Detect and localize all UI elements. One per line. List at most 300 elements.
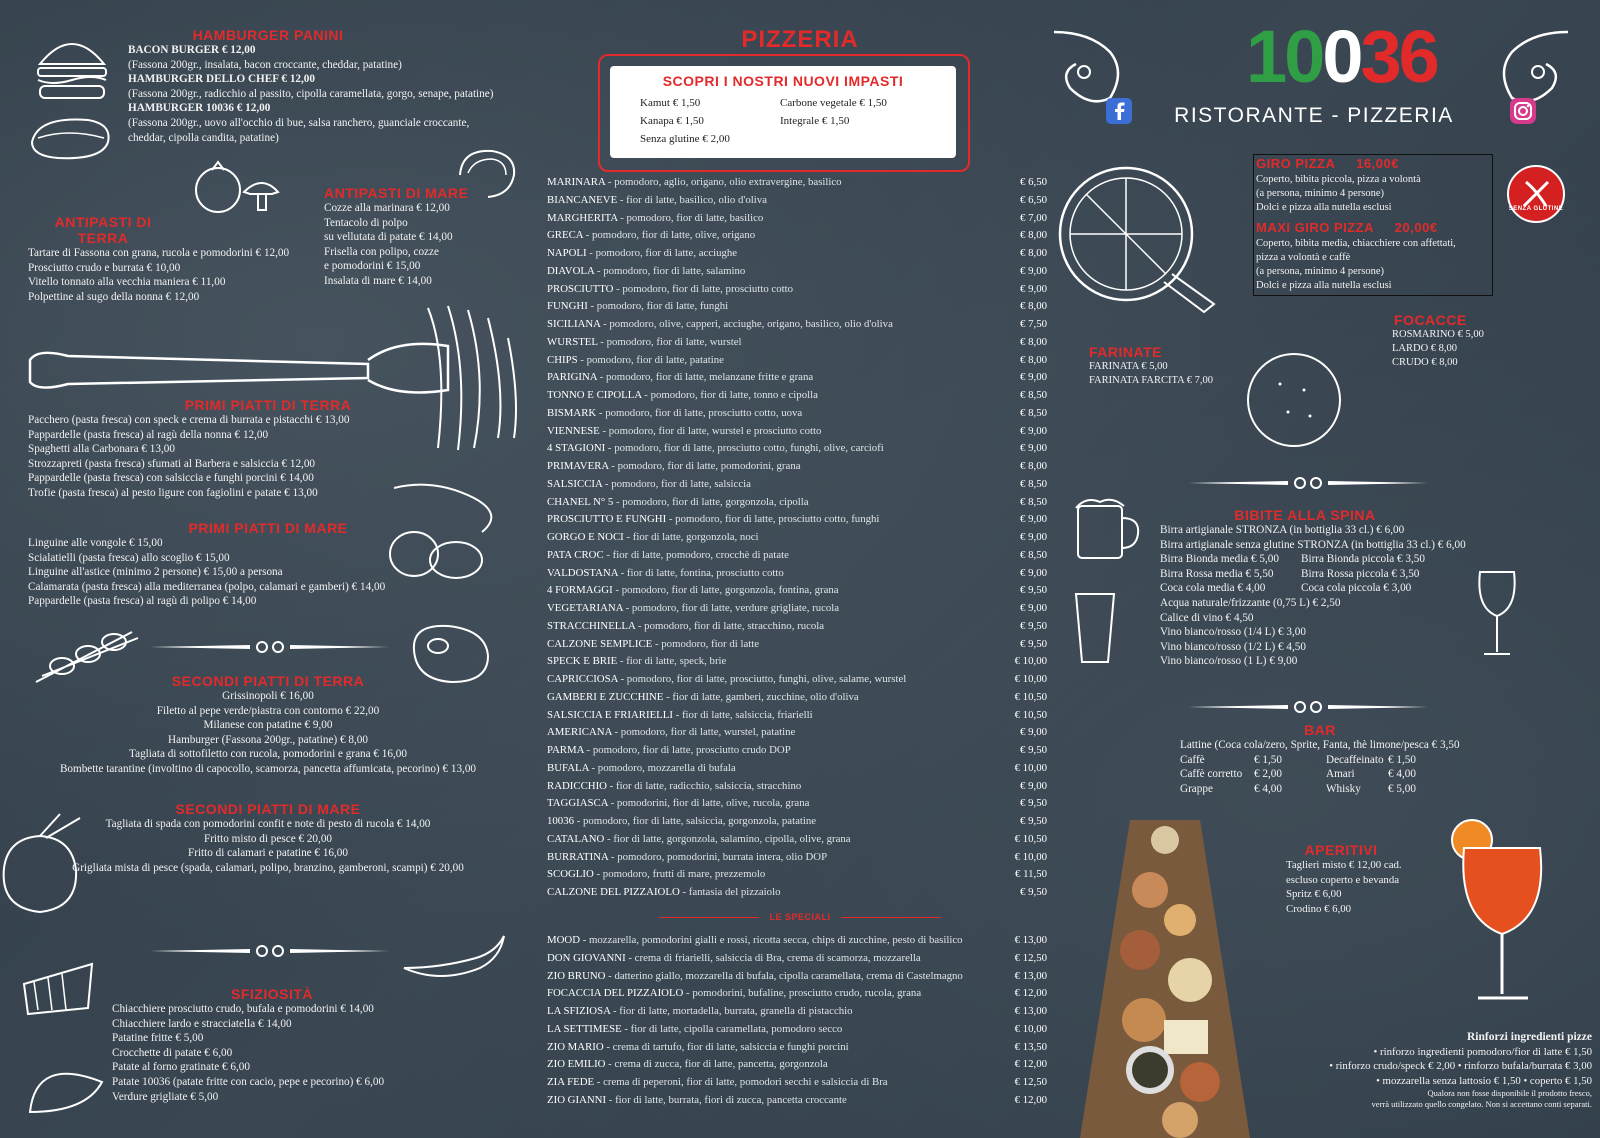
menu-item: Pappardelle (pasta fresca) con salsiccia e funghi porcini € 14,00 — [28, 472, 314, 485]
pizza-ingredients: - pomodoro, fior di latte, acciughe — [586, 247, 738, 259]
rinforzi-note: verrà utilizzato quello congelato. Non si accettano conti separati. — [1371, 1099, 1592, 1110]
pizza-price: € 9,00 — [1020, 602, 1047, 614]
logo-digit: 0 — [1322, 15, 1361, 98]
impasto-integrale: Integrale € 1,50 — [780, 115, 850, 127]
menu-item: Strozzapreti (pasta fresca) sfumati al Barbera e salsiccia € 12,00 — [28, 457, 316, 470]
pizza-label — [547, 742, 791, 760]
logo-digit: 1 — [1246, 15, 1285, 98]
pizza-row — [547, 476, 1047, 494]
pizza-row — [547, 1021, 1047, 1039]
pizza-name: VIENNESE — [547, 424, 600, 437]
menu-item: Trofie (pasta fresca) al pesto ligure con fagiolini e patate € 13,00 — [28, 486, 318, 499]
pizza-price: € 10,50 — [1014, 690, 1047, 703]
pizza-price: € 8,00 — [1020, 247, 1047, 259]
pizza-price: € 6,50 — [1020, 193, 1047, 206]
facebook-icon[interactable] — [1106, 98, 1132, 124]
pizza-row — [547, 192, 1047, 210]
pizza-name: MARGHERITA — [547, 211, 618, 224]
gluten-free-badge — [1504, 164, 1568, 230]
bar-cell: € 1,50 — [1388, 753, 1416, 766]
pizza-price: € 9,00 — [1020, 726, 1047, 739]
bar-cell: € 2,00 — [1254, 768, 1282, 781]
drink-row — [1160, 523, 1600, 538]
pizza-price: € 9,00 — [1020, 424, 1047, 437]
pizza-ingredients: - pomodoro, fior di latte, prosciutto cotto, funghi, olive, carciofi — [605, 442, 884, 455]
pizza-name: LA SETTIMESE — [547, 1022, 622, 1035]
pizza-label — [547, 1092, 847, 1110]
pizza-label — [547, 1003, 853, 1021]
pizza-row — [547, 1092, 1047, 1110]
pizza-label — [547, 174, 842, 192]
pizza-row — [547, 369, 1047, 387]
pizza-name: WURSTEL — [547, 335, 598, 348]
pizza-ingredients: - pomodoro, fior di latte, funghi — [587, 300, 729, 313]
pizza-name: PARIGINA — [547, 371, 597, 384]
pizza-ingredients: - pomodoro, fior di latte, salsiccia — [602, 477, 751, 490]
menu-item: Fritto misto di pesce € 20,00 — [203, 832, 333, 845]
pizza-name: NAPOLI — [547, 247, 587, 259]
pizza-price: € 12,00 — [1014, 1093, 1047, 1106]
pizza-label — [547, 813, 816, 831]
section-title: SECONDI PIATTI DI TERRA — [171, 673, 365, 689]
menu-item: Pappardelle (pasta fresca) al ragù di polipo € 14,00 — [28, 595, 257, 608]
drink-row — [1160, 654, 1600, 669]
impasto-carbone: Carbone vegetale € 1,50 — [780, 97, 887, 109]
drink-item: Vino bianco/rosso (1/4 L) € 3,00 — [1160, 626, 1306, 639]
pizza-row — [547, 334, 1047, 352]
drink-item: Birra artigianale senza glutine STRONZA (in bottiglia 33 cl.) € 6,00 — [1160, 538, 1466, 551]
pizza-name: GRECA — [547, 229, 583, 242]
pizza-price: € 8,50 — [1020, 406, 1047, 419]
pizza-price: € 9,50 — [1020, 797, 1047, 810]
pizza-row — [547, 263, 1047, 281]
pizza-label — [547, 985, 921, 1003]
pizza-name: SALSICCIA E FRIARIELLI — [547, 708, 673, 721]
pizza-label — [547, 210, 763, 228]
pizza-ingredients: - pomodoro, fior di latte, prosciutto cotto, funghi — [666, 513, 880, 526]
menu-item: Crocchette di patate € 6,00 — [112, 1046, 233, 1059]
pizza-ingredients: - pomodoro, fior di latte, wurstel — [597, 335, 742, 348]
pizza-ingredients: - fior di latte, pomodoro, crocchè di patate — [603, 548, 789, 561]
calzone-icon — [26, 1052, 106, 1122]
pizza-ingredients: - pomodoro, fior di latte, gorgonzola, fontina, grana — [612, 584, 839, 597]
fries-icon — [18, 954, 98, 1018]
bar-row — [1180, 753, 1560, 768]
menu-item: Tagliata di sottofiletto con rucola, pomodorini e grana € 16,00 — [129, 748, 407, 761]
pizza-label — [547, 458, 801, 476]
pizza-price: € 8,50 — [1020, 389, 1047, 401]
pizza-label — [547, 476, 751, 494]
pizza-price: € 10,00 — [1014, 850, 1047, 863]
pizza-price: € 9,00 — [1020, 371, 1047, 384]
section-antipasti-mare — [324, 185, 524, 289]
pizza-price: € 13,00 — [1014, 934, 1047, 946]
ornament-divider — [1188, 700, 1428, 712]
drink-item: Acqua naturale/frizzante (0,75 L) € 2,50 — [1160, 596, 1341, 609]
pizza-price: € 7,00 — [1020, 211, 1047, 224]
impasti-frame — [598, 54, 970, 172]
menu-item: Bombette tarantine (involtino di capocollo, scamorza, pancetta affumicata, pecorino) € 13,00 — [59, 762, 477, 775]
section-sfiziosita — [112, 986, 512, 1104]
section-farinate — [1089, 344, 1269, 388]
pizza-name: VALDOSTANA — [547, 566, 618, 579]
pizza-price: € 8,00 — [1020, 335, 1047, 348]
pizza-row — [547, 210, 1047, 228]
pizza-price: € 13,50 — [1014, 1040, 1047, 1053]
menu-item: Linguine all'astice (minimo 2 persone) € 15,00 a persona — [28, 566, 283, 579]
pizza-price: € 13,00 — [1014, 969, 1047, 982]
pizza-name: DIAVOLA — [547, 264, 595, 277]
section-secondi-mare — [28, 801, 508, 875]
pizza-row — [547, 985, 1047, 1003]
menu-item-name: HAMBURGER 10036 € 12,00 — [128, 102, 271, 115]
pizza-ingredients: - fior di latte, salsiccia, friarielli — [672, 708, 813, 721]
pizza-ingredients: - pomodoro, fior di latte, basilico — [617, 211, 764, 224]
ornament-divider — [150, 944, 390, 956]
pizza-price: € 12,00 — [1014, 1058, 1047, 1071]
pizza-price: € 9,00 — [1020, 566, 1047, 579]
pizza-label — [547, 440, 884, 458]
section-title: FOCACCE — [1394, 312, 1467, 328]
pizza-name: BUFALA — [547, 761, 589, 774]
pizza-price: € 9,00 — [1020, 442, 1047, 455]
pizza-label — [547, 618, 824, 636]
tomato-icon — [192, 158, 282, 216]
chili-icon — [400, 928, 510, 984]
pizza-label — [547, 849, 827, 867]
menu-item: Tartare di Fassona con grana, rucola e pomodorini € 12,00 — [28, 247, 290, 259]
pizza-ingredients: - crema di zucca, fior di latte, pancetta, gorgonzola — [605, 1058, 828, 1071]
section-title: FARINATE — [1089, 344, 1162, 360]
pizza-ingredients: - pomodoro, fior di latte, stracchino, rucola — [635, 619, 825, 632]
menu-item: Grissinopoli € 16,00 — [222, 690, 314, 702]
pizza-ingredients: - fantasia del pizzaiolo — [679, 886, 781, 898]
pizza-row — [547, 968, 1047, 986]
pizza-label — [547, 565, 784, 583]
pizza-name: CHIPS — [547, 353, 578, 366]
pizza-name: PATA CROC — [547, 548, 604, 561]
pizza-name: SCOGLIO — [547, 868, 594, 881]
ornament-divider — [1188, 476, 1428, 488]
pizza-row — [547, 387, 1047, 405]
pizza-row — [547, 689, 1047, 707]
impasti-box — [610, 66, 956, 158]
pizza-row — [547, 565, 1047, 583]
left-column — [0, 0, 540, 1138]
menu-item: Verdure grigliate € 5,00 — [112, 1090, 219, 1103]
drink-row — [1160, 625, 1600, 640]
logo-digit: 3 — [1360, 15, 1399, 98]
bar-row — [1180, 767, 1560, 782]
pizza-row — [547, 547, 1047, 565]
menu-item: Spaghetti alla Carbonara € 13,00 — [28, 443, 175, 456]
menu-item: Tentacolo di polpo — [324, 216, 408, 229]
pizza-name: SICILIANA — [547, 318, 601, 330]
section-bibite — [1160, 507, 1600, 669]
pizza-row — [547, 174, 1047, 192]
pizza-price: € 9,50 — [1020, 744, 1047, 756]
maxi-giro-title: MAXI GIRO PIZZA — [1256, 220, 1374, 235]
pizza-row — [547, 618, 1047, 636]
pizza-ingredients: - crema di tartufo, fior di latte, salsiccia e funghi porcini — [603, 1040, 849, 1053]
pizza-name: 10036 — [547, 815, 574, 827]
ornament-divider — [150, 640, 390, 652]
pizza-price: € 9,00 — [1020, 264, 1047, 277]
section-title: BAR — [1304, 722, 1336, 738]
impasto-kanapa: Kanapa € 1,50 — [640, 115, 704, 127]
pizza-ingredients: - pomodoro, fior di latte, gorgonzola, cipolla — [613, 495, 809, 508]
pizza-row — [547, 405, 1047, 423]
pizza-name: BIANCANEVE — [547, 193, 618, 206]
pizza-ingredients: - pomodoro, frutti di mare, prezzemolo — [593, 868, 766, 881]
pizza-row — [547, 1003, 1047, 1021]
section-title: ANTIPASTI DI MARE — [324, 185, 469, 201]
pizza-label — [547, 968, 963, 986]
bar-cell: € 4,00 — [1254, 782, 1282, 795]
bar-cell: Decaffeinato — [1326, 753, 1384, 766]
pizza-ingredients: - fior di latte, gorgonzola, noci — [623, 531, 759, 543]
giro-line: (a persona, minimo 4 persone) — [1256, 266, 1385, 277]
menu-item-name: BACON BURGER € 12,00 — [128, 44, 256, 56]
sandwich-icon — [28, 112, 114, 164]
section-hamburger — [128, 27, 528, 145]
pizza-label — [547, 529, 759, 547]
pizza-price: € 8,50 — [1020, 548, 1047, 561]
pizza-name: LA SFIZIOSA — [547, 1005, 611, 1017]
speciali-label: LE SPECIALI — [769, 912, 831, 923]
section-rinforzi — [1190, 1030, 1592, 1110]
rinforzi-title: Rinforzi ingredienti pizze — [1467, 1031, 1592, 1043]
pizza-row — [547, 950, 1047, 968]
drink-item: Calice di vino € 4,50 — [1160, 611, 1254, 624]
drink-item: Birra artigianale STRONZA (in bottiglia 33 cl.) € 6,00 — [1160, 524, 1405, 536]
pizza-row — [547, 884, 1047, 902]
section-title: ANTIPASTI DI TERRA — [54, 214, 152, 246]
pizza-label — [547, 600, 839, 618]
pizza-name: FOCACCIA DEL PIZZAIOLO — [547, 987, 684, 1000]
pizza-ingredients: - fior di latte, speck, brie — [617, 655, 727, 668]
pizza-price: € 9,50 — [1020, 637, 1047, 650]
pizza-price: € 9,50 — [1020, 619, 1047, 632]
drink-item: Coca cola media € 4,00 — [1160, 582, 1266, 595]
giro-line: Coperto, bibita media, chiacchiere con affettati, — [1256, 238, 1456, 249]
pizza-icon — [1054, 164, 1224, 314]
section-primi-mare — [28, 520, 488, 609]
pizza-row — [547, 866, 1047, 884]
menu-item: ROSMARINO € 5,00 — [1392, 329, 1484, 340]
impasto-kamut: Kamut € 1,50 — [640, 97, 701, 109]
bar-row — [1180, 782, 1560, 797]
pizza-row — [547, 760, 1047, 778]
pizza-row — [547, 582, 1047, 600]
spritz-icon — [1450, 818, 1560, 1008]
pizza-price: € 9,00 — [1020, 282, 1047, 295]
menu-item: e pomodorini € 15,00 — [324, 260, 421, 273]
section-title: PRIMI PIATTI DI TERRA — [184, 397, 352, 413]
pizza-name: RADICCHIO — [547, 779, 607, 792]
pizza-price: € 12,50 — [1014, 1076, 1047, 1088]
pizza-ingredients: - pomodoro, fior di latte, wurstel, patatine — [611, 726, 796, 739]
pizza-price: € 8,00 — [1020, 229, 1047, 242]
pizza-ingredients: - fior di latte, burrata, fiori di zucca, pancetta croccante — [606, 1093, 847, 1106]
menu-item: FARINATA FARCITA € 7,00 — [1089, 375, 1213, 386]
pizza-label — [547, 760, 736, 778]
pizza-name: SPECK E BRIE — [547, 655, 618, 668]
pizza-price: € 10,50 — [1014, 708, 1047, 721]
pizza-name: CALZONE SEMPLICE — [547, 637, 653, 650]
pizza-name: BISMARK — [547, 406, 597, 419]
pizza-price: € 9,50 — [1020, 886, 1047, 898]
rinforzi-note: Qualora non fosse disponibile il prodotto fresco, — [1427, 1088, 1592, 1099]
wine-glass-icon — [1474, 568, 1520, 658]
pizza-price: € 11,50 — [1015, 868, 1047, 881]
pizza-row — [547, 352, 1047, 370]
pizza-price: € 10,00 — [1014, 1022, 1047, 1035]
pizza-price: € 12,50 — [1014, 951, 1047, 964]
pizza-price: € 9,50 — [1020, 815, 1047, 827]
menu-item: Chiacchiere prosciutto crudo, bufala e pomodorini € 14,00 — [112, 1003, 374, 1015]
drink-row — [1160, 581, 1600, 596]
pizza-row — [547, 494, 1047, 512]
giro-title: GIRO PIZZA — [1256, 156, 1336, 171]
pizza-ingredients: - pomodoro, fior di latte — [652, 637, 760, 650]
drink-item: Birra Rossa media € 5,50 — [1160, 567, 1274, 580]
menu-item-name: HAMBURGER DELLO CHEF € 12,00 — [128, 73, 315, 86]
rinforzi-line: • mozzarella senza lattosio € 1,50 • coperto € 1,50 — [1376, 1074, 1592, 1087]
menu-item: Linguine alle vongole € 15,00 — [28, 537, 163, 549]
drink-row — [1160, 596, 1600, 611]
pizza-row — [547, 932, 1047, 950]
pizza-row — [547, 600, 1047, 618]
bar-cell: € 4,00 — [1388, 768, 1416, 781]
giro-price: 16,00€ — [1356, 156, 1399, 171]
menu-item: LARDO € 8,00 — [1392, 343, 1458, 354]
impasti-title: SCOPRI I NOSTRI NUOVI IMPASTI — [662, 73, 904, 89]
pizza-name: ZIO BRUNO — [547, 969, 606, 982]
pizza-row — [547, 831, 1047, 849]
menu-item: Insalata di mare € 14,00 — [324, 274, 432, 287]
rinforzi-line: • rinforzo crudo/speck € 2,00 • rinforzo bufala/burrata € 3,00 — [1329, 1060, 1592, 1073]
pizza-price: € 8,50 — [1020, 495, 1047, 508]
pizza-name: CAPRICCIOSA — [547, 673, 618, 685]
pizza-row — [547, 724, 1047, 742]
pizza-name: DON GIOVANNI — [547, 951, 626, 964]
menu-item: Milanese con patatine € 9,00 — [203, 719, 333, 732]
pizza-label — [547, 707, 813, 725]
drink-item: Birra Rossa piccola € 3,50 — [1301, 567, 1420, 580]
glass-icon — [1070, 590, 1120, 666]
pizza-ingredients: - pomodoro, fior di latte, patatine — [577, 353, 724, 366]
pizza-row — [547, 529, 1047, 547]
pizza-label — [547, 192, 767, 210]
pizza-name: PRIMAVERA — [547, 460, 609, 472]
drink-row — [1160, 611, 1600, 626]
pizza-label — [547, 950, 921, 968]
pizza-row — [547, 511, 1047, 529]
pizza-label — [547, 1056, 828, 1074]
pizza-ingredients: - pomodoro, aglio, origano, olio extravergine, basilico — [605, 176, 842, 188]
speciali-divider — [540, 908, 1060, 926]
pizza-label — [547, 245, 737, 263]
giro-line: Coperto, bibita piccola, pizza a volontà — [1256, 174, 1421, 185]
pizza-ingredients: - pomodoro, fior di latte, prosciutto crudo DOP — [583, 744, 791, 756]
pizza-ingredients: - pomodoro, fior di latte, pomodorini, grana — [608, 460, 801, 472]
pizza-label — [547, 281, 793, 299]
pizza-ingredients: - pomodoro, fior di latte, prosciutto, funghi, olive, salame, wurstel — [617, 673, 907, 685]
giro-line: Dolci e pizza alla nutella esclusi — [1256, 202, 1392, 213]
pizza-ingredients: - pomodoro, mozzarella di bufala — [588, 761, 736, 774]
pizza-price: € 9,00 — [1020, 779, 1047, 792]
drink-item: Vino bianco/rosso (1 L) € 9,00 — [1160, 655, 1298, 668]
maxi-giro-price: 20,00€ — [1394, 220, 1438, 235]
pizza-label — [547, 387, 818, 405]
gluten-free-label: SENZA GLUTINE — [1508, 206, 1564, 212]
section-title: SFIZIOSITÀ — [231, 986, 313, 1002]
pizza-label — [547, 932, 963, 950]
middle-column — [540, 0, 1060, 1138]
pizza-ingredients: - pomodoro, pomodorini, burrata intera, olio DOP — [608, 850, 828, 863]
menu-item-desc: cheddar, cipolla candita, patatine) — [128, 131, 279, 144]
pizza-price: € 8,00 — [1020, 300, 1047, 313]
pizza-name: CATALANO — [547, 832, 605, 845]
pizza-ingredients: - fior di latte, cipolla caramellata, pomodoro secco — [621, 1022, 843, 1035]
pizza-price: € 10,00 — [1014, 673, 1047, 685]
menu-item: Frisella con polipo, cozze — [324, 245, 439, 258]
bar-cell: Amari — [1326, 768, 1355, 781]
pizza-name: BURRATINA — [547, 850, 609, 863]
pizza-price: € 9,50 — [1020, 584, 1047, 597]
section-focacce — [1392, 312, 1572, 370]
pizza-ingredients: - fior di latte, fontina, prosciutto cotto — [617, 566, 784, 579]
pizza-row — [547, 281, 1047, 299]
pizza-name: GAMBERI E ZUCCHINE — [547, 690, 664, 703]
pizza-list — [547, 174, 1047, 902]
pizza-row — [547, 778, 1047, 796]
pizza-label — [547, 511, 879, 529]
giro-line: Dolci e pizza alla nutella esclusi — [1256, 280, 1392, 291]
pizza-price: € 12,00 — [1014, 987, 1047, 1000]
pizza-price: € 10,00 — [1014, 655, 1047, 668]
menu-item: Cozze alla marinara € 12,00 — [324, 202, 450, 214]
pizza-price: € 9,00 — [1020, 513, 1047, 526]
menu-item: Patate 10036 (patate fritte con cacio, pepe e pecorino) € 6,00 — [112, 1075, 385, 1088]
menu-item: Hamburger (Fassona 200gr., patatine) € 8,00 — [168, 733, 368, 746]
menu-item: Pappardelle (pasta fresca) al ragù della nonna € 12,00 — [28, 428, 269, 441]
pizza-label — [547, 1021, 842, 1039]
pizza-label — [547, 653, 726, 671]
drink-row — [1160, 552, 1600, 567]
pizza-label — [547, 689, 859, 707]
pizza-ingredients: - pomodoro, fior di latte, verdure grigliate, rucola — [622, 602, 840, 614]
pizza-label — [547, 547, 789, 565]
pizza-ingredients: - pomodoro, fior di latte, wurstel e prosciutto cotto — [599, 424, 822, 437]
drink-row — [1160, 567, 1600, 582]
drink-row — [1160, 640, 1600, 655]
bar-cell: € 1,50 — [1254, 753, 1282, 766]
pizza-price: € 13,00 — [1014, 1005, 1047, 1017]
pizza-row — [547, 707, 1047, 725]
pizza-row — [547, 813, 1047, 831]
menu-item: Patate al forno gratinate € 6,00 — [112, 1061, 250, 1074]
pizza-name: MOOD — [547, 934, 580, 946]
pizza-ingredients: - fior di latte, gorgonzola, salamino, cipolla, olive, grana — [604, 832, 851, 845]
menu-item: Fritto di calamari e patatine € 16,00 — [188, 847, 348, 860]
instagram-icon[interactable] — [1510, 98, 1536, 124]
bar-cell: Caffè corretto — [1180, 768, 1243, 781]
pizza-ingredients: - fior di latte, gamberi, zucchine, olio d'oliva — [663, 690, 859, 703]
section-title: BIBITE ALLA SPINA — [1234, 507, 1376, 523]
pizza-row — [547, 671, 1047, 689]
